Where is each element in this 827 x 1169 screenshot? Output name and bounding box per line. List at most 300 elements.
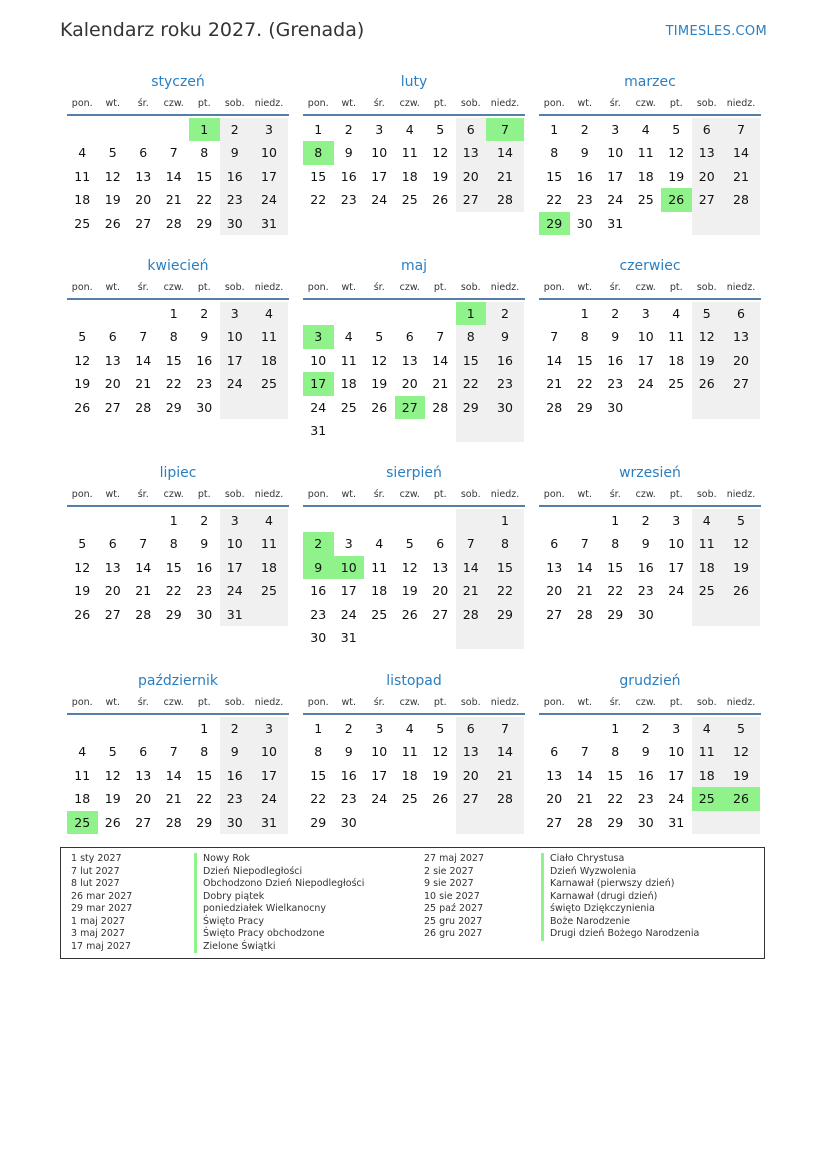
day-cell: 2 bbox=[344, 122, 353, 137]
week-row bbox=[539, 325, 761, 348]
day-cell: 14 bbox=[432, 352, 449, 368]
day-cell: 3 bbox=[375, 721, 384, 736]
day-cell: 6 bbox=[108, 329, 117, 345]
day-cell: 7 bbox=[580, 744, 589, 760]
day-cell: 2 bbox=[641, 513, 650, 528]
day-cell: 1 bbox=[314, 721, 323, 736]
day-cell: 28 bbox=[135, 399, 152, 415]
empty-cell bbox=[364, 509, 395, 532]
day-cell: 8 bbox=[200, 744, 209, 760]
legend-holiday-name: Karnawał (pierwszy dzień) bbox=[541, 878, 699, 891]
day-cell: 13 bbox=[135, 767, 152, 783]
day-cell: 12 bbox=[74, 352, 91, 368]
weekday-header bbox=[539, 278, 761, 300]
day-cell: 5 bbox=[692, 302, 723, 325]
week-row bbox=[539, 141, 761, 164]
day-cell: 2 bbox=[303, 532, 334, 555]
month-3 bbox=[67, 256, 289, 419]
week-row bbox=[539, 579, 761, 602]
legend-date: 25 paź 2027 bbox=[424, 903, 484, 914]
weekday-label: niedz. bbox=[254, 489, 284, 500]
week-row bbox=[303, 579, 525, 602]
day-cell: 5 bbox=[436, 122, 445, 137]
week-row bbox=[539, 740, 761, 763]
weekday-label: wt. bbox=[341, 98, 356, 109]
weekday-header bbox=[303, 278, 525, 300]
day-cell: 4 bbox=[250, 302, 288, 325]
weekday-label: sob. bbox=[224, 697, 245, 708]
day-cell: 21 bbox=[135, 376, 152, 392]
day-cell: 14 bbox=[135, 352, 152, 368]
day-cell: 23 bbox=[576, 192, 593, 208]
month-name: listopad bbox=[386, 673, 442, 689]
weekday-label: pt. bbox=[669, 697, 683, 708]
weekday-label: pt. bbox=[197, 98, 211, 109]
day-cell: 5 bbox=[108, 145, 117, 161]
day-cell: 29 bbox=[607, 814, 624, 830]
week-row bbox=[303, 603, 525, 626]
weekday-label: pon. bbox=[307, 697, 329, 708]
brand-link[interactable]: TIMESLES.COM bbox=[665, 24, 767, 39]
day-cell: 21 bbox=[722, 165, 760, 188]
weekday-label: śr. bbox=[137, 697, 149, 708]
holiday-legend bbox=[60, 847, 765, 959]
day-cell: 31 bbox=[250, 811, 288, 834]
day-grid bbox=[67, 118, 289, 235]
day-cell: 14 bbox=[486, 141, 524, 164]
day-cell: 13 bbox=[432, 559, 449, 575]
day-cell: 16 bbox=[486, 349, 524, 372]
day-cell: 8 bbox=[611, 536, 620, 552]
day-cell: 23 bbox=[310, 606, 327, 622]
day-cell: 30 bbox=[637, 814, 654, 830]
day-cell: 4 bbox=[78, 744, 87, 760]
day-cell: 18 bbox=[250, 556, 288, 579]
day-cell: 9 bbox=[200, 536, 209, 552]
legend-names-left bbox=[194, 853, 364, 953]
day-cell: 15 bbox=[486, 556, 524, 579]
week-row bbox=[67, 509, 289, 532]
day-cell: 18 bbox=[692, 556, 723, 579]
weekday-label: czw. bbox=[163, 489, 184, 500]
day-cell: 29 bbox=[607, 606, 624, 622]
month-name: grudzień bbox=[619, 673, 681, 689]
day-cell: 17 bbox=[637, 352, 654, 368]
weekday-label: pon. bbox=[543, 489, 565, 500]
day-cell: 5 bbox=[436, 721, 445, 736]
day-cell: 8 bbox=[314, 744, 323, 760]
day-cell: 20 bbox=[135, 791, 152, 807]
day-cell: 22 bbox=[607, 791, 624, 807]
legend-date: 27 maj 2027 bbox=[424, 853, 485, 864]
day-grid bbox=[539, 717, 761, 834]
week-row bbox=[539, 165, 761, 188]
empty-cell bbox=[334, 419, 365, 442]
day-cell: 2 bbox=[580, 122, 589, 137]
empty-cell bbox=[395, 419, 426, 442]
empty-cell bbox=[661, 603, 692, 626]
month-10 bbox=[303, 671, 525, 834]
empty-cell bbox=[159, 717, 190, 740]
empty-cell bbox=[539, 509, 570, 532]
weekday-label: czw. bbox=[163, 697, 184, 708]
day-cell: 23 bbox=[196, 583, 213, 599]
legend-holiday-name: Boże Narodzenie bbox=[541, 916, 699, 929]
day-cell: 20 bbox=[135, 192, 152, 208]
empty-cell bbox=[364, 419, 395, 442]
day-cell: 24 bbox=[668, 791, 685, 807]
day-cell: 19 bbox=[692, 349, 723, 372]
empty-cell bbox=[539, 717, 570, 740]
day-cell: 1 bbox=[169, 306, 178, 321]
day-cell: 16 bbox=[196, 352, 213, 368]
day-cell: 17 bbox=[250, 165, 288, 188]
week-row bbox=[539, 532, 761, 555]
weekday-label: wt. bbox=[105, 98, 120, 109]
day-cell: 29 bbox=[539, 212, 570, 235]
day-cell: 27 bbox=[104, 399, 121, 415]
day-cell: 16 bbox=[340, 168, 357, 184]
day-cell: 3 bbox=[641, 306, 650, 321]
day-cell: 15 bbox=[310, 767, 327, 783]
empty-cell bbox=[539, 302, 570, 325]
month-name: kwiecień bbox=[147, 258, 209, 274]
day-cell: 10 bbox=[250, 141, 288, 164]
weekday-label: pt. bbox=[433, 282, 447, 293]
legend-date: 3 maj 2027 bbox=[71, 928, 125, 939]
month-5 bbox=[539, 256, 761, 419]
legend-date: 26 gru 2027 bbox=[424, 928, 483, 939]
weekday-header bbox=[539, 485, 761, 507]
weekday-label: czw. bbox=[635, 489, 656, 500]
day-cell: 4 bbox=[692, 509, 723, 532]
empty-cell bbox=[250, 603, 288, 626]
weekday-label: sob. bbox=[460, 282, 481, 293]
day-cell: 30 bbox=[196, 606, 213, 622]
weekday-label: niedz. bbox=[490, 489, 520, 500]
day-cell: 17 bbox=[668, 767, 685, 783]
week-row bbox=[539, 212, 761, 235]
day-cell: 26 bbox=[74, 399, 91, 415]
day-cell: 22 bbox=[310, 791, 327, 807]
month-0 bbox=[67, 72, 289, 235]
day-cell: 14 bbox=[165, 767, 182, 783]
weekday-label: niedz. bbox=[254, 697, 284, 708]
day-cell: 11 bbox=[250, 532, 288, 555]
week-row bbox=[303, 811, 525, 834]
day-cell: 31 bbox=[310, 422, 327, 438]
weekday-label: niedz. bbox=[254, 98, 284, 109]
day-cell: 26 bbox=[371, 399, 388, 415]
day-cell: 3 bbox=[672, 513, 681, 528]
day-cell: 2 bbox=[200, 306, 209, 321]
day-cell: 19 bbox=[432, 168, 449, 184]
empty-cell bbox=[395, 509, 426, 532]
empty-cell bbox=[722, 811, 760, 834]
week-row bbox=[539, 302, 761, 325]
day-cell: 13 bbox=[546, 559, 563, 575]
weekday-label: pt. bbox=[433, 98, 447, 109]
day-cell: 5 bbox=[78, 536, 87, 552]
day-cell: 13 bbox=[692, 141, 723, 164]
legend-date: 8 lut 2027 bbox=[71, 878, 120, 889]
day-cell: 29 bbox=[196, 215, 213, 231]
day-grid bbox=[303, 118, 525, 212]
empty-cell bbox=[303, 509, 334, 532]
day-cell: 20 bbox=[722, 349, 760, 372]
day-grid bbox=[303, 509, 525, 649]
weekday-label: wt. bbox=[105, 489, 120, 500]
day-cell: 12 bbox=[432, 145, 449, 161]
day-cell: 26 bbox=[104, 215, 121, 231]
day-cell: 23 bbox=[196, 376, 213, 392]
day-cell: 7 bbox=[486, 717, 524, 740]
legend-holiday-name: Nowy Rok bbox=[194, 853, 364, 866]
week-row bbox=[303, 325, 525, 348]
day-cell: 28 bbox=[576, 606, 593, 622]
day-cell: 8 bbox=[200, 145, 209, 161]
week-row bbox=[539, 509, 761, 532]
day-cell: 30 bbox=[576, 215, 593, 231]
day-cell: 25 bbox=[692, 787, 723, 810]
weekday-header bbox=[539, 94, 761, 116]
day-cell: 29 bbox=[456, 396, 487, 419]
day-cell: 27 bbox=[546, 814, 563, 830]
weekday-label: niedz. bbox=[726, 282, 756, 293]
week-row bbox=[303, 118, 525, 141]
day-cell: 24 bbox=[637, 376, 654, 392]
day-cell: 13 bbox=[546, 767, 563, 783]
empty-cell bbox=[128, 302, 159, 325]
day-cell: 6 bbox=[139, 744, 148, 760]
day-cell: 11 bbox=[637, 145, 654, 161]
day-cell: 22 bbox=[196, 791, 213, 807]
empty-cell bbox=[67, 717, 98, 740]
day-cell: 13 bbox=[722, 325, 760, 348]
weekday-label: pon. bbox=[71, 282, 93, 293]
week-row bbox=[67, 165, 289, 188]
empty-cell bbox=[159, 118, 190, 141]
month-11 bbox=[539, 671, 761, 834]
weekday-label: sob. bbox=[696, 98, 717, 109]
day-cell: 18 bbox=[250, 349, 288, 372]
day-cell: 18 bbox=[401, 168, 418, 184]
day-cell: 14 bbox=[546, 352, 563, 368]
weekday-label: pt. bbox=[669, 282, 683, 293]
day-cell: 21 bbox=[576, 791, 593, 807]
weekday-label: niedz. bbox=[254, 282, 284, 293]
week-row bbox=[539, 372, 761, 395]
day-cell: 1 bbox=[314, 122, 323, 137]
day-cell: 10 bbox=[371, 744, 388, 760]
day-cell: 4 bbox=[405, 721, 414, 736]
empty-cell bbox=[303, 302, 334, 325]
weekday-label: śr. bbox=[137, 98, 149, 109]
day-cell: 19 bbox=[401, 583, 418, 599]
day-cell: 26 bbox=[104, 814, 121, 830]
day-cell: 29 bbox=[196, 814, 213, 830]
day-cell: 28 bbox=[722, 188, 760, 211]
day-cell: 11 bbox=[340, 352, 357, 368]
week-row bbox=[67, 212, 289, 235]
legend-holiday-name: Święto Pracy bbox=[194, 916, 364, 929]
legend-dates-left bbox=[71, 853, 132, 953]
day-cell: 13 bbox=[401, 352, 418, 368]
day-cell: 20 bbox=[456, 165, 487, 188]
day-cell: 16 bbox=[310, 583, 327, 599]
day-cell: 18 bbox=[340, 376, 357, 392]
day-cell: 27 bbox=[546, 606, 563, 622]
week-row bbox=[303, 740, 525, 763]
weekday-label: pt. bbox=[197, 282, 211, 293]
day-cell: 15 bbox=[607, 559, 624, 575]
day-cell: 20 bbox=[401, 376, 418, 392]
empty-cell bbox=[364, 811, 395, 834]
day-cell: 28 bbox=[165, 215, 182, 231]
day-cell: 15 bbox=[310, 168, 327, 184]
day-cell: 30 bbox=[637, 606, 654, 622]
empty-cell bbox=[67, 118, 98, 141]
day-cell: 17 bbox=[220, 556, 251, 579]
legend-holiday-name: Święto Pracy obchodzone bbox=[194, 928, 364, 941]
weekday-label: niedz. bbox=[490, 98, 520, 109]
week-row bbox=[539, 188, 761, 211]
weekday-label: pon. bbox=[307, 282, 329, 293]
month-name: wrzesień bbox=[619, 465, 681, 481]
legend-date: 1 maj 2027 bbox=[71, 915, 125, 927]
week-row bbox=[67, 764, 289, 787]
weekday-label: wt. bbox=[341, 489, 356, 500]
weekday-header bbox=[67, 485, 289, 507]
weekday-label: sob. bbox=[696, 697, 717, 708]
legend-holiday-name: Dzień Niepodległości bbox=[194, 866, 364, 879]
day-cell: 16 bbox=[196, 559, 213, 575]
day-cell: 20 bbox=[104, 376, 121, 392]
day-cell: 27 bbox=[456, 188, 487, 211]
week-row bbox=[539, 118, 761, 141]
day-cell: 28 bbox=[576, 814, 593, 830]
day-cell: 24 bbox=[220, 579, 251, 602]
week-row bbox=[67, 532, 289, 555]
weekday-label: pon. bbox=[307, 98, 329, 109]
day-cell: 1 bbox=[611, 513, 620, 528]
day-cell: 24 bbox=[250, 787, 288, 810]
week-row bbox=[303, 165, 525, 188]
day-cell: 29 bbox=[165, 606, 182, 622]
day-cell: 26 bbox=[432, 192, 449, 208]
empty-cell bbox=[98, 118, 129, 141]
day-cell: 15 bbox=[456, 349, 487, 372]
day-cell: 17 bbox=[607, 168, 624, 184]
day-cell: 19 bbox=[668, 168, 685, 184]
day-cell: 18 bbox=[74, 192, 91, 208]
day-cell: 4 bbox=[78, 145, 87, 161]
day-cell: 16 bbox=[607, 352, 624, 368]
empty-cell bbox=[692, 811, 723, 834]
day-cell: 10 bbox=[220, 532, 251, 555]
day-cell: 7 bbox=[169, 145, 178, 161]
weekday-label: pon. bbox=[543, 282, 565, 293]
weekday-header bbox=[67, 693, 289, 715]
day-cell: 23 bbox=[340, 791, 357, 807]
day-cell: 19 bbox=[371, 376, 388, 392]
weekday-label: pon. bbox=[543, 697, 565, 708]
day-cell: 8 bbox=[456, 325, 487, 348]
day-cell: 27 bbox=[135, 215, 152, 231]
day-cell: 25 bbox=[67, 811, 98, 834]
weekday-label: pon. bbox=[71, 697, 93, 708]
day-cell: 21 bbox=[432, 376, 449, 392]
day-cell: 17 bbox=[340, 583, 357, 599]
day-cell: 9 bbox=[641, 744, 650, 760]
day-cell: 3 bbox=[220, 302, 251, 325]
weekday-label: pt. bbox=[433, 697, 447, 708]
empty-cell bbox=[486, 419, 524, 442]
day-cell: 2 bbox=[344, 721, 353, 736]
empty-cell bbox=[722, 603, 760, 626]
day-cell: 25 bbox=[74, 215, 91, 231]
day-grid bbox=[539, 118, 761, 235]
week-row bbox=[303, 141, 525, 164]
day-cell: 19 bbox=[74, 583, 91, 599]
day-cell: 16 bbox=[220, 764, 251, 787]
month-2 bbox=[539, 72, 761, 235]
empty-cell bbox=[67, 509, 98, 532]
day-cell: 17 bbox=[371, 168, 388, 184]
day-cell: 1 bbox=[611, 721, 620, 736]
week-row bbox=[67, 141, 289, 164]
weekday-label: wt. bbox=[577, 282, 592, 293]
legend-names-right bbox=[541, 853, 699, 941]
day-cell: 24 bbox=[668, 583, 685, 599]
legend-date: 10 sie 2027 bbox=[424, 890, 480, 902]
day-cell: 11 bbox=[668, 329, 685, 345]
day-cell: 19 bbox=[104, 791, 121, 807]
day-cell: 27 bbox=[104, 606, 121, 622]
day-cell: 19 bbox=[104, 192, 121, 208]
day-cell: 3 bbox=[611, 122, 620, 137]
day-cell: 1 bbox=[486, 509, 524, 532]
day-cell: 19 bbox=[722, 556, 760, 579]
day-cell: 26 bbox=[401, 606, 418, 622]
day-cell: 22 bbox=[576, 376, 593, 392]
empty-cell bbox=[250, 396, 288, 419]
day-cell: 11 bbox=[692, 740, 723, 763]
day-cell: 3 bbox=[220, 509, 251, 532]
weekday-label: śr. bbox=[137, 282, 149, 293]
day-cell: 12 bbox=[104, 767, 121, 783]
empty-cell bbox=[692, 603, 723, 626]
day-cell: 8 bbox=[303, 141, 334, 164]
week-row bbox=[539, 811, 761, 834]
day-cell: 23 bbox=[486, 372, 524, 395]
day-cell: 28 bbox=[486, 787, 524, 810]
day-cell: 10 bbox=[668, 536, 685, 552]
month-name: lipiec bbox=[159, 465, 197, 481]
weekday-label: pt. bbox=[669, 98, 683, 109]
week-row bbox=[67, 811, 289, 834]
day-cell: 1 bbox=[550, 122, 559, 137]
day-cell: 15 bbox=[196, 168, 213, 184]
day-cell: 6 bbox=[692, 118, 723, 141]
weekday-label: śr. bbox=[373, 282, 385, 293]
day-cell: 13 bbox=[135, 168, 152, 184]
month-1 bbox=[303, 72, 525, 212]
day-cell: 12 bbox=[371, 352, 388, 368]
empty-cell bbox=[456, 509, 487, 532]
day-cell: 10 bbox=[607, 145, 624, 161]
day-cell: 30 bbox=[220, 811, 251, 834]
